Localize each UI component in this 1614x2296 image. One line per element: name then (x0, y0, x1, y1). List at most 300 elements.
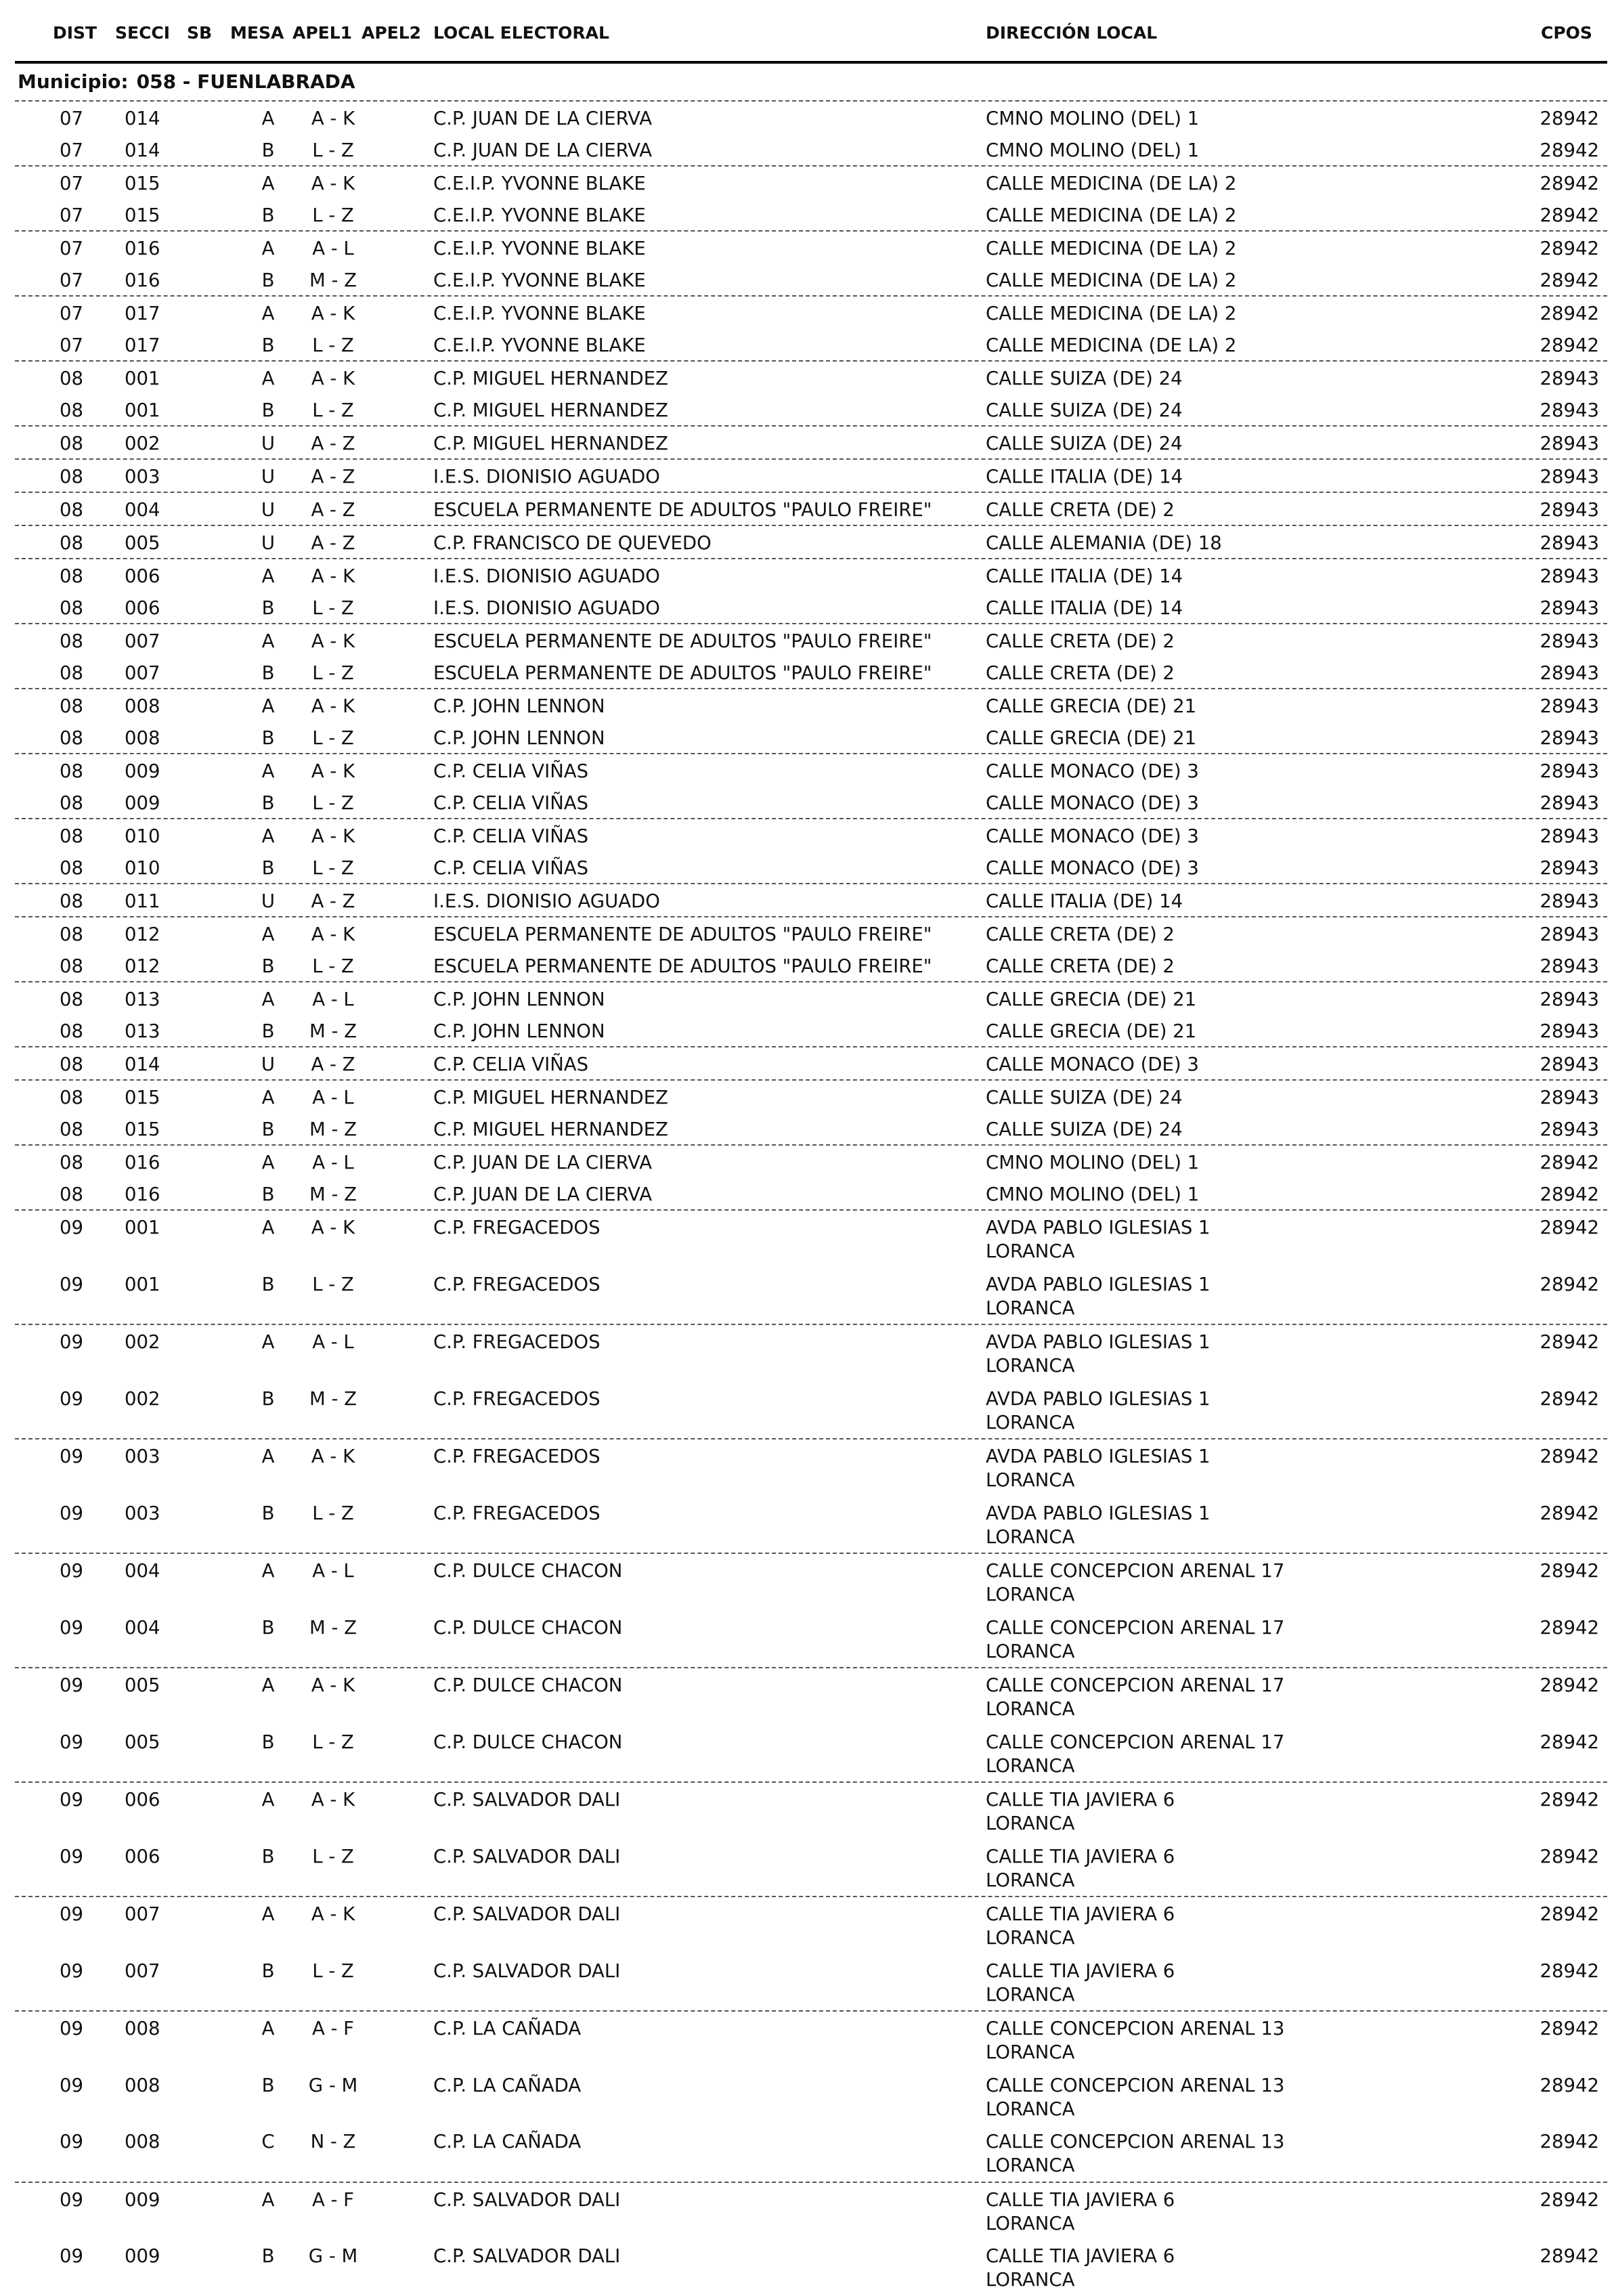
direccion-line-1: CMNO MOLINO (DEL) 1 (986, 1152, 1200, 1173)
secci-cell: 005 (125, 1674, 160, 1696)
direccion-local-cell (986, 1445, 1210, 1492)
local-electoral-cell: C.P. JOHN LENNON (433, 695, 605, 717)
mesa-cell: A (261, 1789, 275, 1811)
direccion-local-cell (986, 727, 1196, 750)
table-row (15, 786, 1607, 818)
apel1-cell: L - Z (312, 334, 354, 356)
dist-cell: 08 (60, 727, 83, 749)
dist-cell: 09 (60, 1502, 83, 1524)
direccion-line-2: LORANCA (986, 2212, 1075, 2234)
secci-cell: 010 (125, 857, 160, 879)
direccion-line-1: CALLE MONACO (DE) 3 (986, 1054, 1199, 1075)
direccion-line-1: CALLE SUIZA (DE) 24 (986, 368, 1183, 389)
direccion-local-cell (986, 1387, 1210, 1435)
table-row (15, 525, 1607, 558)
direccion-line-1: CALLE CONCEPCION ARENAL 17 (986, 1560, 1285, 1582)
apel1-cell: L - Z (312, 792, 354, 814)
direccion-line-1: CALLE MONACO (DE) 3 (986, 825, 1199, 847)
mesa-cell: A (261, 1217, 275, 1238)
apel1-cell: A - K (311, 1903, 355, 1925)
direccion-local-cell (986, 1674, 1284, 1721)
local-electoral-cell: C.P. JOHN LENNON (433, 1020, 605, 1042)
cpos-cell: 28942 (1540, 1331, 1599, 1353)
apel1-cell: A - L (312, 1087, 354, 1108)
header-sb: SB (187, 23, 213, 43)
cpos-cell: 28943 (1540, 499, 1599, 521)
local-electoral-cell: C.P. DULCE CHACON (433, 1560, 623, 1582)
cpos-cell: 28942 (1540, 173, 1599, 194)
table-row (15, 818, 1607, 851)
dist-cell: 08 (60, 597, 83, 619)
direccion-local-cell (986, 2074, 1284, 2121)
dist-cell: 09 (60, 1674, 83, 1696)
dist-cell: 08 (60, 924, 83, 945)
direccion-local-cell (986, 1559, 1284, 1607)
secci-cell: 004 (125, 499, 160, 521)
apel1-cell: A - F (311, 2188, 355, 2211)
secci-cell: 012 (125, 955, 160, 977)
direccion-line-1: AVDA PABLO IGLESIAS 1 (986, 1446, 1210, 1467)
secci-cell: 009 (125, 760, 160, 782)
apel1-cell: A - K (311, 760, 355, 782)
direccion-line-1: CALLE MEDICINA (DE LA) 2 (986, 238, 1237, 259)
dist-cell: 07 (60, 108, 83, 129)
local-electoral-cell: C.P. MIGUEL HERNANDEZ (433, 1087, 668, 1108)
direccion-local-cell (986, 662, 1175, 685)
apel1-cell: A - Z (311, 1054, 355, 1075)
direccion-line-1: CALLE MEDICINA (DE LA) 2 (986, 173, 1237, 194)
local-electoral-cell: C.P. SALVADOR DALI (433, 1903, 621, 1925)
local-electoral-cell: C.P. JOHN LENNON (433, 989, 605, 1010)
apel1-cell: L - Z (312, 1731, 354, 1753)
municipio-value: 058 - FUENLABRADA (136, 70, 355, 93)
table-row (15, 851, 1607, 883)
direccion-line-1: CALLE CRETA (DE) 2 (986, 955, 1175, 977)
municipio-heading (18, 70, 364, 93)
mesa-cell: B (261, 1845, 275, 1867)
apel1-cell: L - Z (312, 727, 354, 749)
mesa-cell: B (261, 1020, 275, 1042)
direccion-local-cell (986, 857, 1199, 880)
table-row (15, 1611, 1607, 1668)
apel1-cell: A - K (311, 695, 355, 717)
local-electoral-cell: C.P. MIGUEL HERNANDEZ (433, 399, 668, 421)
table-header (15, 23, 1607, 64)
direccion-line-1: CALLE CONCEPCION ARENAL 17 (986, 1674, 1285, 1696)
secci-cell: 002 (125, 1331, 160, 1353)
direccion-local-cell (986, 1903, 1175, 1950)
table-row (15, 883, 1607, 916)
dist-cell: 07 (60, 303, 83, 324)
secci-cell: 001 (125, 1273, 160, 1295)
direccion-local-cell (986, 2245, 1175, 2292)
secci-cell: 016 (125, 1152, 160, 1173)
direccion-line-1: CALLE MONACO (DE) 3 (986, 760, 1199, 782)
apel1-cell: A - K (311, 1674, 355, 1696)
apel1-cell: A - Z (311, 433, 355, 454)
direccion-line-2: LORANCA (986, 1983, 1075, 2006)
table-row (15, 1046, 1607, 1079)
cpos-cell: 28943 (1540, 760, 1599, 782)
direccion-line-1: CALLE TIA JAVIERA 6 (986, 1903, 1175, 1925)
local-electoral-cell: C.P. FREGACEDOS (433, 1273, 601, 1295)
cpos-cell: 28942 (1540, 139, 1599, 161)
table-row (15, 425, 1607, 458)
dist-cell: 07 (60, 334, 83, 356)
table-row (15, 1014, 1607, 1046)
dist-cell: 09 (60, 1903, 83, 1925)
polling-table-body (15, 100, 1607, 2296)
table-row (15, 1324, 1607, 1382)
dist-cell: 09 (60, 1959, 83, 1982)
direccion-line-1: CALLE TIA JAVIERA 6 (986, 1789, 1175, 1811)
local-electoral-cell: C.P. JOHN LENNON (433, 727, 605, 749)
apel1-cell: A - L (312, 1152, 354, 1173)
secci-cell: 002 (125, 1387, 160, 1410)
direccion-local-cell (986, 1086, 1183, 1110)
direccion-line-1: CALLE SUIZA (DE) 24 (986, 433, 1183, 454)
dist-cell: 07 (60, 139, 83, 161)
direccion-line-1: CALLE CONCEPCION ARENAL 13 (986, 2131, 1285, 2152)
direccion-local-cell (986, 1053, 1199, 1077)
mesa-cell: B (261, 792, 275, 814)
direccion-local-cell (986, 1273, 1210, 1320)
table-row (15, 1781, 1607, 1840)
apel1-cell: L - Z (312, 955, 354, 977)
direccion-local-cell (986, 988, 1196, 1012)
cpos-cell: 28943 (1540, 368, 1599, 389)
direccion-local-cell (986, 2130, 1284, 2178)
local-electoral-cell: C.P. LA CAÑADA (433, 2131, 582, 2152)
cpos-cell: 28942 (1540, 269, 1599, 291)
apel1-cell: A - K (311, 1789, 355, 1811)
direccion-line-1: CALLE TIA JAVIERA 6 (986, 1959, 1175, 1982)
apel1-cell: A - K (311, 368, 355, 389)
cpos-cell: 28943 (1540, 792, 1599, 814)
dist-cell: 09 (60, 2245, 83, 2267)
secci-cell: 015 (125, 1119, 160, 1140)
table-row (15, 1382, 1607, 1439)
table-row (15, 1553, 1607, 1611)
apel1-cell: L - Z (312, 662, 354, 684)
dist-cell: 07 (60, 238, 83, 259)
dist-cell: 09 (60, 1217, 83, 1238)
direccion-local-cell (986, 334, 1236, 358)
direccion-local-cell (986, 302, 1236, 326)
mesa-cell: B (261, 204, 275, 226)
direccion-local-cell (986, 432, 1183, 456)
direccion-local-cell (986, 1183, 1199, 1207)
mesa-cell: A (261, 760, 275, 782)
secci-cell: 003 (125, 1446, 160, 1467)
mesa-cell: B (261, 727, 275, 749)
header-cpos: CPOS (1541, 23, 1592, 43)
mesa-cell: B (261, 139, 275, 161)
cpos-cell: 28943 (1540, 890, 1599, 912)
mesa-cell: B (261, 1273, 275, 1295)
apel1-cell: A - Z (311, 890, 355, 912)
mesa-cell: U (261, 433, 276, 454)
table-row (15, 1840, 1607, 1897)
direccion-local-cell (986, 367, 1183, 391)
apel1-cell: L - Z (312, 1273, 354, 1295)
table-row (15, 1268, 1607, 1324)
secci-cell: 001 (125, 399, 160, 421)
apel1-cell: M - Z (309, 1184, 357, 1205)
cpos-cell: 28943 (1540, 662, 1599, 684)
local-electoral-cell: I.E.S. DIONISIO AGUADO (433, 597, 660, 619)
secci-cell: 003 (125, 1502, 160, 1524)
local-electoral-cell: ESCUELA PERMANENTE DE ADULTOS "PAULO FREIRE" (433, 662, 932, 684)
apel1-cell: A - K (311, 303, 355, 324)
direccion-local-cell (986, 923, 1175, 947)
direccion-local-cell (986, 955, 1175, 978)
cpos-cell: 28943 (1540, 466, 1599, 488)
mesa-cell: U (261, 499, 276, 521)
direccion-line-1: AVDA PABLO IGLESIAS 1 (986, 1273, 1210, 1295)
cpos-cell: 28942 (1540, 1731, 1599, 1753)
cpos-cell: 28942 (1540, 2245, 1599, 2267)
header-local-electoral: LOCAL ELECTORAL (433, 23, 609, 43)
secci-cell: 004 (125, 1560, 160, 1582)
direccion-line-1: CALLE ITALIA (DE) 14 (986, 890, 1183, 912)
direccion-line-1: CALLE MEDICINA (DE LA) 2 (986, 269, 1237, 291)
secci-cell: 016 (125, 1184, 160, 1205)
secci-cell: 013 (125, 989, 160, 1010)
cpos-cell: 28943 (1540, 955, 1599, 977)
mesa-cell: B (261, 1959, 275, 1982)
mesa-cell: A (261, 108, 275, 129)
cpos-cell: 28942 (1540, 1502, 1599, 1524)
dist-cell: 07 (60, 173, 83, 194)
direccion-line-2: LORANCA (986, 2041, 1075, 2063)
cpos-cell: 28942 (1540, 1217, 1599, 1238)
cpos-cell: 28942 (1540, 204, 1599, 226)
apel1-cell: M - Z (309, 1020, 357, 1042)
dist-cell: 09 (60, 1387, 83, 1410)
apel1-cell: A - K (311, 565, 355, 587)
apel1-cell: L - Z (312, 857, 354, 879)
apel1-cell: A - Z (311, 466, 355, 488)
apel1-cell: L - Z (312, 1502, 354, 1524)
apel1-cell: A - Z (311, 532, 355, 554)
secci-cell: 007 (125, 1903, 160, 1925)
direccion-local-cell (986, 890, 1183, 913)
direccion-line-1: CALLE MEDICINA (DE LA) 2 (986, 334, 1237, 356)
dist-cell: 08 (60, 890, 83, 912)
table-row (15, 393, 1607, 425)
mesa-cell: B (261, 662, 275, 684)
direccion-line-1: CALLE TIA JAVIERA 6 (986, 2245, 1175, 2267)
direccion-line-2: LORANCA (986, 1869, 1075, 1891)
apel1-cell: M - Z (309, 1616, 357, 1639)
cpos-cell: 28942 (1540, 1959, 1599, 1982)
secci-cell: 017 (125, 334, 160, 356)
cpos-cell: 28942 (1540, 1674, 1599, 1696)
direccion-local-cell (986, 1502, 1210, 1549)
secci-cell: 004 (125, 1616, 160, 1639)
dist-cell: 09 (60, 2131, 83, 2152)
header-dist: DIST (53, 23, 97, 43)
table-row (15, 2125, 1607, 2182)
mesa-cell: B (261, 1731, 275, 1753)
mesa-cell: B (261, 2074, 275, 2096)
mesa-cell: A (261, 303, 275, 324)
dist-cell: 07 (60, 269, 83, 291)
direccion-local-cell (986, 1020, 1196, 1043)
local-electoral-cell: C.P. CELIA VIÑAS (433, 760, 589, 782)
mesa-cell: U (261, 890, 276, 912)
mesa-cell: A (261, 1674, 275, 1696)
cpos-cell: 28942 (1540, 108, 1599, 129)
local-electoral-cell: ESCUELA PERMANENTE DE ADULTOS "PAULO FREIRE" (433, 630, 932, 652)
dist-cell: 08 (60, 565, 83, 587)
cpos-cell: 28942 (1540, 2131, 1599, 2152)
apel1-cell: L - Z (312, 204, 354, 226)
local-electoral-cell: I.E.S. DIONISIO AGUADO (433, 890, 660, 912)
apel1-cell: M - Z (309, 1387, 357, 1410)
dist-cell: 09 (60, 2018, 83, 2039)
direccion-local-cell (986, 695, 1196, 718)
direccion-local-cell (986, 1845, 1175, 1892)
mesa-cell: B (261, 1387, 275, 1410)
direccion-local-cell (986, 1216, 1210, 1263)
secci-cell: 008 (125, 2018, 160, 2039)
direccion-line-1: CALLE CRETA (DE) 2 (986, 630, 1175, 652)
apel1-cell: L - Z (312, 597, 354, 619)
secci-cell: 007 (125, 630, 160, 652)
apel1-cell: A - L (312, 238, 354, 259)
cpos-cell: 28943 (1540, 989, 1599, 1010)
cpos-cell: 28942 (1540, 1273, 1599, 1295)
direccion-local-cell (986, 107, 1199, 131)
direccion-line-2: LORANCA (986, 1525, 1075, 1548)
secci-cell: 015 (125, 1087, 160, 1108)
mesa-cell: A (261, 173, 275, 194)
local-electoral-cell: C.P. CELIA VIÑAS (433, 825, 589, 847)
secci-cell: 015 (125, 173, 160, 194)
dist-cell: 08 (60, 1054, 83, 1075)
local-electoral-cell: C.P. FREGACEDOS (433, 1446, 601, 1467)
cpos-cell: 28943 (1540, 1054, 1599, 1075)
table-row (15, 949, 1607, 981)
local-electoral-cell: C.P. JUAN DE LA CIERVA (433, 108, 653, 129)
table-row (15, 1725, 1607, 1782)
table-row (15, 916, 1607, 949)
direccion-local-cell (986, 1616, 1284, 1664)
secci-cell: 012 (125, 924, 160, 945)
cpos-cell: 28942 (1540, 2018, 1599, 2039)
dist-cell: 08 (60, 1020, 83, 1042)
cpos-cell: 28942 (1540, 2074, 1599, 2096)
mesa-cell: U (261, 466, 276, 488)
apel1-cell: A - K (311, 108, 355, 129)
secci-cell: 007 (125, 1959, 160, 1982)
local-electoral-cell: C.P. FREGACEDOS (433, 1387, 601, 1410)
header-apel1: APEL1 (292, 23, 353, 43)
local-electoral-cell: C.P. DULCE CHACON (433, 1616, 623, 1639)
direccion-line-1: CALLE CONCEPCION ARENAL 17 (986, 1616, 1285, 1639)
dist-cell: 08 (60, 955, 83, 977)
dist-cell: 08 (60, 368, 83, 389)
direccion-line-2: LORANCA (986, 1927, 1075, 1949)
mesa-cell: A (261, 1331, 275, 1353)
direccion-line-1: AVDA PABLO IGLESIAS 1 (986, 1502, 1210, 1524)
table-row (15, 1079, 1607, 1112)
direccion-local-cell (986, 204, 1236, 228)
secci-cell: 009 (125, 2245, 160, 2267)
cpos-cell: 28942 (1540, 1446, 1599, 1467)
dist-cell: 08 (60, 630, 83, 652)
apel1-cell: G - M (308, 2245, 358, 2267)
mesa-cell: A (261, 565, 275, 587)
cpos-cell: 28942 (1540, 1616, 1599, 1639)
direccion-line-1: CALLE CRETA (DE) 2 (986, 662, 1175, 684)
local-electoral-cell: ESCUELA PERMANENTE DE ADULTOS "PAULO FREIRE" (433, 499, 932, 521)
direccion-line-1: CMNO MOLINO (DEL) 1 (986, 108, 1200, 129)
direccion-line-1: CALLE CONCEPCION ARENAL 13 (986, 2018, 1285, 2039)
mesa-cell: A (261, 630, 275, 652)
dist-cell: 08 (60, 695, 83, 717)
mesa-cell: A (261, 924, 275, 945)
direccion-line-1: CALLE CRETA (DE) 2 (986, 924, 1175, 945)
dist-cell: 08 (60, 760, 83, 782)
direccion-local-cell (986, 1330, 1210, 1378)
direccion-line-1: AVDA PABLO IGLESIAS 1 (986, 1331, 1210, 1353)
mesa-cell: A (261, 1903, 275, 1925)
cpos-cell: 28942 (1540, 1903, 1599, 1925)
local-electoral-cell: C.P. SALVADOR DALI (433, 1789, 621, 1811)
dist-cell: 09 (60, 1273, 83, 1295)
secci-cell: 009 (125, 792, 160, 814)
mesa-cell: A (261, 2018, 275, 2039)
direccion-line-1: CALLE GRECIA (DE) 21 (986, 727, 1197, 749)
dist-cell: 09 (60, 1560, 83, 1582)
cpos-cell: 28943 (1540, 399, 1599, 421)
direccion-line-2: LORANCA (986, 2098, 1075, 2120)
cpos-cell: 28943 (1540, 1087, 1599, 1108)
local-electoral-cell: C.P. LA CAÑADA (433, 2018, 582, 2039)
apel1-cell: L - Z (312, 1959, 354, 1982)
direccion-line-1: CALLE SUIZA (DE) 24 (986, 1087, 1183, 1108)
mesa-cell: A (261, 695, 275, 717)
direccion-local-cell (986, 269, 1236, 293)
local-electoral-cell: C.P. CELIA VIÑAS (433, 857, 589, 879)
table-row (15, 360, 1607, 393)
table-row (15, 623, 1607, 656)
direccion-line-1: CALLE CRETA (DE) 2 (986, 499, 1175, 521)
direccion-local-cell (986, 2017, 1284, 2064)
apel1-cell: A - K (311, 173, 355, 194)
apel1-cell: G - M (308, 2074, 358, 2096)
mesa-cell: A (261, 1087, 275, 1108)
mesa-cell: B (261, 399, 275, 421)
table-row (15, 721, 1607, 753)
secci-cell: 016 (125, 238, 160, 259)
mesa-cell: B (261, 1119, 275, 1140)
mesa-cell: A (261, 368, 275, 389)
cpos-cell: 28943 (1540, 695, 1599, 717)
direccion-line-2: LORANCA (986, 1754, 1075, 1777)
local-electoral-cell: C.P. FREGACEDOS (433, 1331, 601, 1353)
direccion-line-2: LORANCA (986, 2154, 1075, 2176)
header-direccion-local: DIRECCIÓN LOCAL (986, 23, 1158, 43)
dist-cell: 08 (60, 1119, 83, 1140)
apel1-cell: L - Z (312, 1845, 354, 1867)
dist-cell: 07 (60, 204, 83, 226)
mesa-cell: C (261, 2131, 275, 2152)
cpos-cell: 28943 (1540, 825, 1599, 847)
